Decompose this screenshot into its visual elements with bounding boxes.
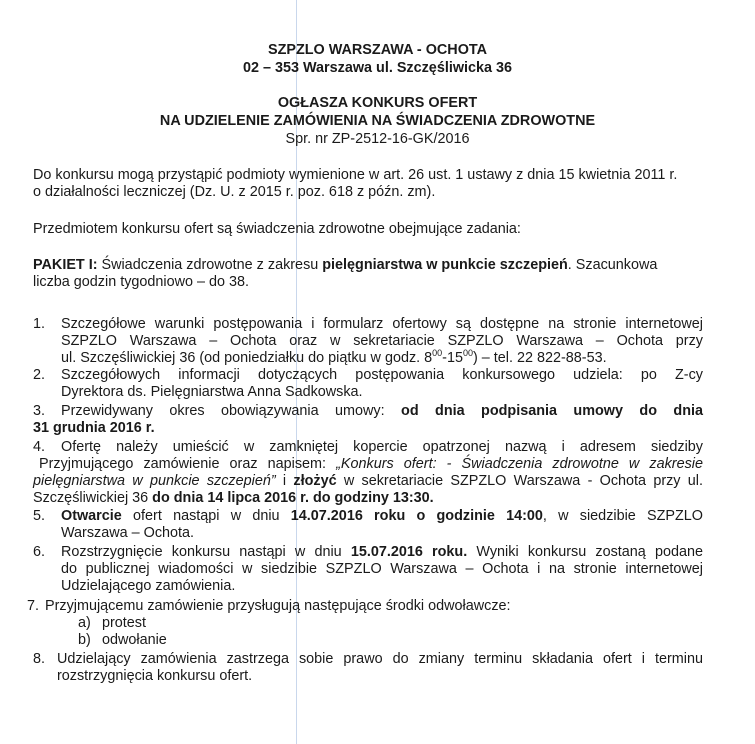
intro-paragraph — [33, 167, 713, 201]
package-text-a: Świadczenia zdrowotne z zakresu — [97, 257, 323, 273]
list-item-number: 2. — [33, 367, 46, 383]
package-line-2: liczba godzin tygodniowo – do 38. — [33, 274, 250, 290]
list-item-number: 7. — [27, 598, 40, 614]
sub-item-a: a) protest — [78, 615, 146, 631]
list-item-5: 5. Otwarcie ofert nastąpi w dniu 14.07.2016 roku o godzinie 14:00, w siedzibie SZPZLO Warszawa – Ochota. — [33, 508, 703, 541]
list-item-4: 4. Ofertę należy umieścić w zamkniętej kopercie opatrzonej nazwą i adresem siedziby Przyjmującego zamówienie oraz napisem: „Konkurs ofert: - Świadczenia zdrowotne w zakresie pielęgniarstwa w punkcie szczepień” i złożyć w sekretariacie SZPZLO Warszawa - Ochota przy ul. Szczęśliwickiej 36 do dnia 14 lipca 2016 r. do godziny 13:30. — [33, 439, 703, 506]
sub-item-b: b) odwołanie — [78, 632, 167, 648]
list-item-1: 1. Szczegółowe warunki postępowania i formularz ofertowy są dostępne na stronie internetowej SZPZLO Warszawa – Ochota oraz w sekretariacie SZPZLO Warszawa – Ochota przy ul. Szczęśliwickiej 36 (od poniedziałku do piątku w godz. $8^{00}-15^{00}$) – tel. 22 822-88-53. — [33, 316, 703, 366]
announcement-subtitle: NA UDZIELENIE ZAMÓWIENIA NA ŚWIADCZENIA ZDROWOTNE — [159, 113, 596, 129]
list-item-number: 8. — [33, 651, 46, 667]
intro-line-2: o działalności leczniczej (Dz. U. z 2015 r. poz. 618 z późn. zm). — [33, 184, 436, 200]
package-label: PAKIET I: — [33, 257, 98, 273]
list-item-2: 2. Szczegółowych informacji dotyczących postępowania konkursowego udziela: po Z-cy Dyrektora ds. Pielęgniarstwa Anna Sadkowska. — [33, 367, 703, 400]
list-item-number: 4. — [33, 439, 46, 455]
org-name: SZPZLO WARSZAWA - OCHOTA — [267, 42, 488, 58]
org-address: 02 – 353 Warszawa ul. Szczęśliwicka 36 — [242, 60, 513, 76]
list-item-number: 5. — [33, 508, 46, 524]
reference-number: Spr. nr ZP-2512-16-GK/2016 — [285, 131, 470, 147]
list-item-8: 8. Udzielający zamówienia zastrzega sobie prawo do zmiany terminu składania ofert i terminu rozstrzygnięcia konkursu ofert. — [33, 651, 703, 684]
intro-line-1: Do konkursu mogą przystąpić podmioty wymienione w art. 26 ust. 1 ustawy z dnia 15 kwietnia 2011 r. — [33, 167, 678, 183]
package-scope: pielęgniarstwa w punkcie szczepień — [322, 257, 568, 273]
list-item-number: 1. — [33, 316, 46, 332]
subject-paragraph: Przedmiotem konkursu ofert są świadczenia zdrowotne obejmujące zadania: — [33, 221, 521, 237]
announcement-title: OGŁASZA KONKURS OFERT — [277, 95, 478, 111]
package-paragraph — [33, 257, 713, 291]
list-item-number: 6. — [33, 544, 46, 560]
package-text-b: . Szacunkowa — [567, 257, 658, 273]
list-item-number: 3. — [33, 403, 46, 419]
list-item-7: 7. Przyjmującemu zamówienie przysługują następujące środki odwoławcze: a) protest b) odwołanie — [27, 598, 511, 648]
list-item-6: 6. Rozstrzygnięcie konkursu nastąpi w dniu 15.07.2016 roku. Wyniki konkursu zostaną podane do publicznej wiadomości w siedzibie SZPZLO Warszawa – Ochota i na stronie internetowej Udzielającego zamówienia. — [33, 544, 703, 594]
list-item-3: 3. Przewidywany okres obowiązywania umowy: od dnia podpisania umowy do dnia 31 grudnia 2016 r. — [33, 403, 703, 436]
